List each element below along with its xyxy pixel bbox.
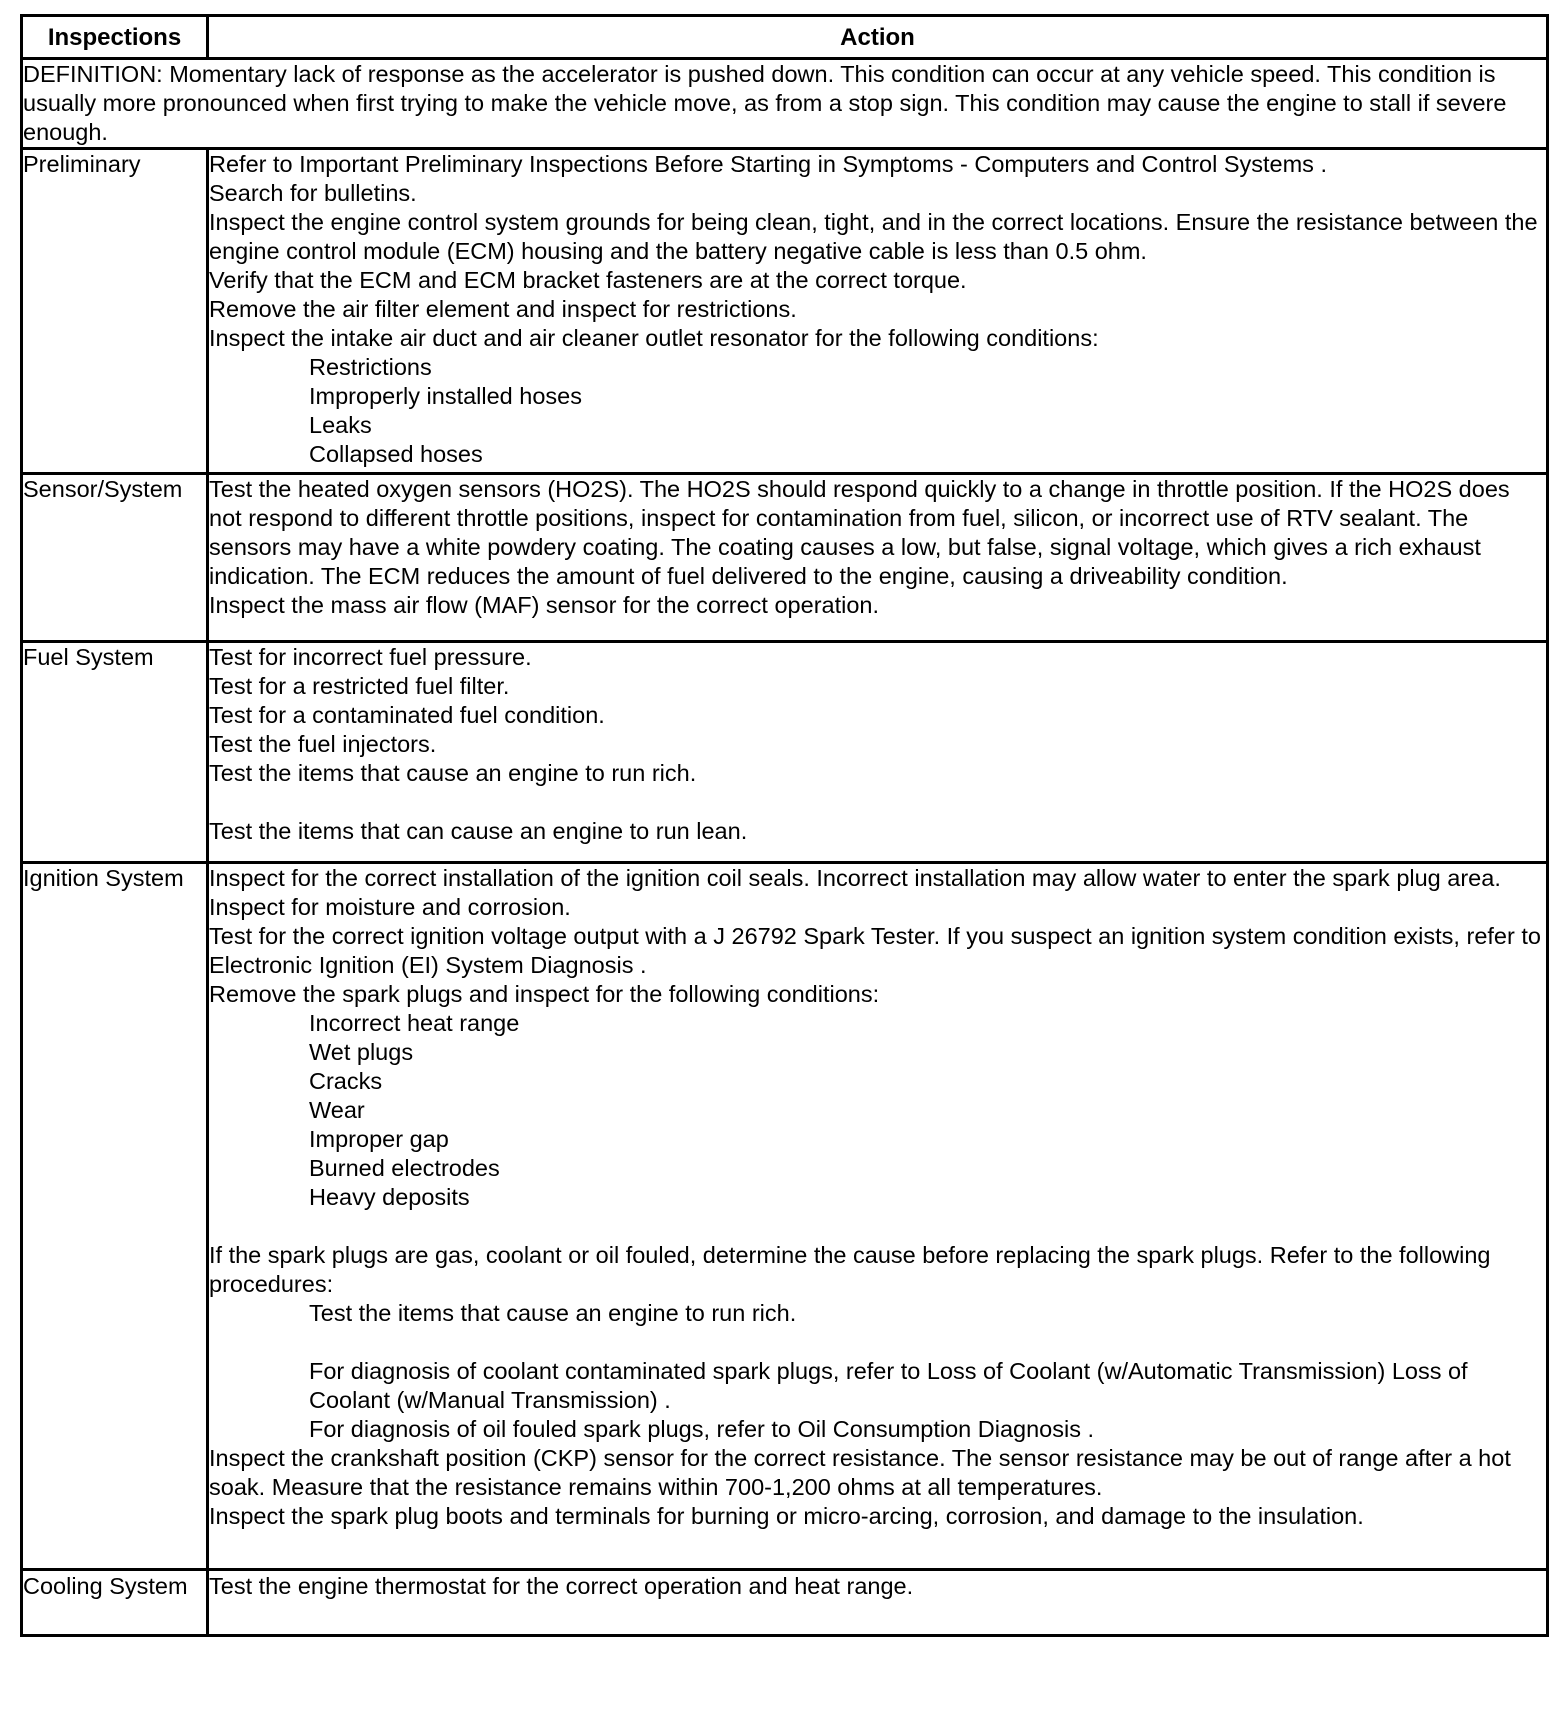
ignition-procedure: For diagnosis of coolant contaminated spark plugs, refer to Loss of Coolant (w/Automatic Transmission) Loss of Coolant (w/Manual Transmission) . [309,1358,1468,1413]
ignition-condition: Burned electrodes [309,1155,500,1181]
row-preliminary [22,149,1548,474]
preliminary-sub-item: Improperly installed hoses [309,383,582,409]
label-preliminary: Preliminary [22,149,208,474]
row-sensor-system [22,474,1548,642]
preliminary-sub-item: Collapsed hoses [309,441,483,467]
ignition-condition: Incorrect heat range [309,1010,520,1036]
ignition-condition: Wear [309,1097,365,1123]
header-row [22,16,1548,59]
ignition-procedure: Test the items that cause an engine to run rich. [309,1300,797,1326]
label-sensor-system: Sensor/System [22,474,208,642]
row-fuel-system [22,642,1548,863]
fuel-line: Test the items that cause an engine to run rich. [209,760,697,786]
definition-row [22,59,1548,149]
diagnosis-table [20,14,1549,1637]
preliminary-line: Verify that the ECM and ECM bracket fasteners are at the correct torque. [209,267,967,293]
preliminary-sub-item: Leaks [309,412,372,438]
spacer [209,788,1546,817]
spacer [209,1212,1546,1241]
fuel-line: Test for incorrect fuel pressure. [209,644,532,670]
ignition-line: Test for the correct ignition voltage output with a J 26792 Spark Tester. If you suspect an ignition system condition exists, refer to Electronic Ignition (EI) System Diagnosis . [209,923,1541,978]
inspections-header: Inspections [22,16,208,59]
ignition-procedure: For diagnosis of oil fouled spark plugs, refer to Oil Consumption Diagnosis . [309,1416,1095,1442]
label-ignition-system: Ignition System [22,863,208,1570]
action-header: Action [208,16,1548,59]
fuel-line: Test for a restricted fuel filter. [209,673,510,699]
preliminary-line: Inspect the engine control system grounds for being clean, tight, and in the correct locations. Ensure the resistance between the engine control module (ECM) housing and the battery negative cable is less than 0.5 ohm. [209,209,1538,264]
fuel-line: Test for a contaminated fuel condition. [209,702,605,728]
ignition-fouled-intro: If the spark plugs are gas, coolant or oil fouled, determine the cause before replacing the spark plugs. Refer to the following procedures: [209,1242,1491,1297]
ignition-condition: Heavy deposits [309,1184,470,1210]
action-preliminary [208,149,1548,474]
sensor-line: Inspect the mass air flow (MAF) sensor for the correct operation. [209,592,880,618]
ignition-condition: Cracks [309,1068,383,1094]
row-ignition-system [22,863,1548,1570]
definition-text: DEFINITION: Momentary lack of response as the accelerator is pushed down. This condition can occur at any vehicle speed. This condition is usually more pronounced when first trying to make the vehicle move, as from a stop sign. This condition may cause the engine to stall if severe enough. [22,59,1548,149]
preliminary-line: Search for bulletins. [209,180,417,206]
label-cooling-system: Cooling System [22,1570,208,1636]
ignition-ckp-line: Inspect the crankshaft position (CKP) sensor for the correct resistance. The sensor resistance may be out of range after a hot soak. Measure that the resistance remains within 700-1,200 ohms at all temperatures. [209,1445,1511,1500]
preliminary-line: Inspect the intake air duct and air cleaner outlet resonator for the following conditions: [209,325,1099,351]
action-fuel-system [208,642,1548,863]
action-sensor-system [208,474,1548,642]
fuel-line: Test the fuel injectors. [209,731,437,757]
row-cooling-system [22,1570,1548,1636]
fuel-line: Test the items that can cause an engine to run lean. [209,818,748,844]
preliminary-line: Refer to Important Preliminary Inspections Before Starting in Symptoms - Computers and Control Systems . [209,151,1327,177]
ignition-line: Remove the spark plugs and inspect for the following conditions: [209,981,880,1007]
ignition-boots-line: Inspect the spark plug boots and terminals for burning or micro-arcing, corrosion, and damage to the insulation. [209,1503,1364,1529]
ignition-condition: Wet plugs [309,1039,414,1065]
action-cooling-system: Test the engine thermostat for the correct operation and heat range. [208,1570,1548,1636]
spacer [209,1328,1546,1357]
ignition-condition: Improper gap [309,1126,449,1152]
ignition-line: Inspect for the correct installation of the ignition coil seals. Incorrect installation may allow water to enter the spark plug area. Inspect for moisture and corrosion. [209,865,1501,920]
preliminary-sub-item: Restrictions [309,354,432,380]
sensor-line: Test the heated oxygen sensors (HO2S). The HO2S should respond quickly to a change in throttle position. If the HO2S does not respond to different throttle positions, inspect for contamination from fuel, silicon, or incorrect use of RTV sealant. The sensors may have a white powdery coating. The coating causes a low, but false, signal voltage, which gives a rich exhaust indication. The ECM reduces the amount of fuel delivered to the engine, causing a driveability condition. [209,476,1510,589]
action-ignition-system [208,863,1548,1570]
preliminary-line: Remove the air filter element and inspect for restrictions. [209,296,797,322]
label-fuel-system: Fuel System [22,642,208,863]
